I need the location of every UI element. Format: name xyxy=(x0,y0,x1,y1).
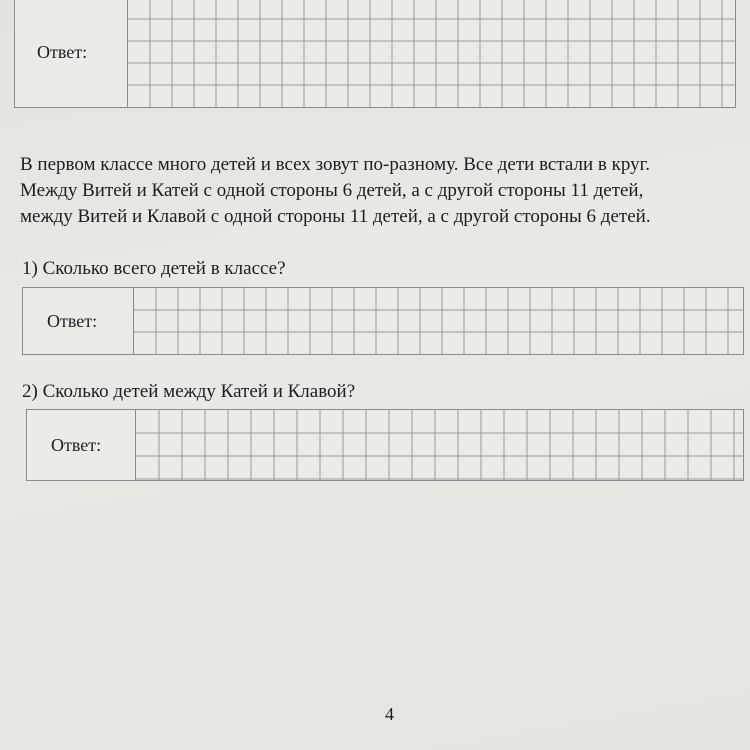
answer-label-cell xyxy=(27,410,135,480)
answer-grid-lines xyxy=(136,410,744,480)
answer-box-1 xyxy=(22,287,744,355)
answer-grid-lines xyxy=(134,288,744,354)
page-number: 4 xyxy=(385,704,394,724)
answer-label: Ответ: xyxy=(47,310,98,331)
answer-box-previous xyxy=(14,0,736,108)
problem-text xyxy=(20,152,750,230)
answer-grid-lines xyxy=(128,0,736,107)
answer-grid-1[interactable] xyxy=(133,288,743,354)
answer-label: Ответ: xyxy=(51,434,102,455)
answer-label-cell xyxy=(15,0,127,107)
answer-label: Ответ: xyxy=(37,41,88,62)
answer-box-2 xyxy=(26,409,744,481)
answer-grid-previous[interactable] xyxy=(127,0,735,107)
problem-line: Между Витей и Катей с одной стороны 6 детей, а с другой стороны 11 детей, xyxy=(20,180,644,201)
answer-label-cell xyxy=(23,288,133,354)
problem-line: между Витей и Клавой с одной стороны 11 детей, а с другой стороны 6 детей. xyxy=(20,206,651,227)
problem-line: В первом классе много детей и всех зовут по-разному. Все дети встали в круг. xyxy=(20,154,650,175)
answer-grid-2[interactable] xyxy=(135,410,743,480)
question-2: 2) Сколько детей между Катей и Клавой? xyxy=(22,381,356,402)
question-1: 1) Сколько всего детей в классе? xyxy=(22,258,286,279)
